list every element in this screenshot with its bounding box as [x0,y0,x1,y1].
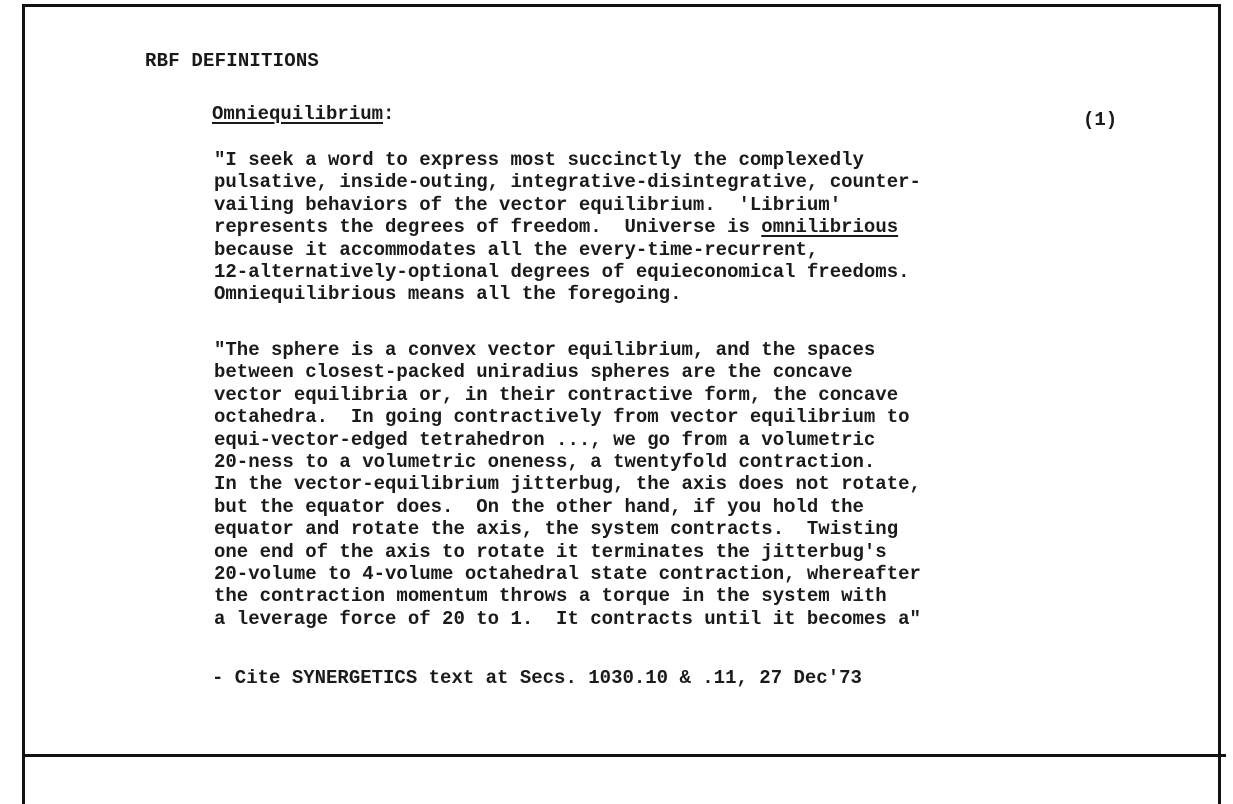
term-word: Omniequilibrium [212,103,384,125]
definition-paragraph-2 [214,339,1134,630]
text-line: between closest-packed uniradius spheres are the concave [214,361,853,384]
text-line: 20-ness to a volumetric oneness, a twentyfold contraction. [214,451,876,474]
text-line: one end of the axis to rotate it terminates the jitterbug's [214,540,887,563]
text-line: a leverage force of 20 to 1. It contracts until it becomes a" [214,607,921,630]
text-line: In the vector-equilibrium jitterbug, the axis does not rotate, [214,473,921,496]
page-number: (1) [1083,109,1118,131]
text-segment: represents the degrees of freedom. Universe is [214,216,762,239]
text-line: pulsative, inside-outing, integrative-disintegrative, counter- [214,171,921,194]
text-line: vector equilibria or, in their contractive form, the concave [214,383,899,406]
text-line: "The sphere is a convex vector equilibrium, and the spaces [214,339,876,361]
text-line: octahedra. In going contractively from vector equilibrium to [214,406,910,429]
term-heading [212,103,394,125]
text-line: but the equator does. On the other hand, if you hold the [214,495,864,518]
underlined-word: omnilibrious [761,216,899,239]
text-line: the contraction momentum throws a torque in the system with [214,585,887,608]
text-line: equator and rotate the axis, the system contracts. Twisting [214,518,899,541]
text-line: equi-vector-edged tetrahedron ..., we go from a volumetric [214,428,876,451]
citation: - Cite SYNERGETICS text at Secs. 1030.10 & .11, 27 Dec'73 [212,667,862,689]
card-header: RBF DEFINITIONS [145,50,320,72]
bottom-rule [22,754,1226,757]
text-line: vailing behaviors of the vector equilibrium. 'Librium' [214,193,842,216]
text-line: 20-volume to 4-volume octahedral state contraction, whereafter [214,563,921,586]
definition-paragraph-1 [214,149,1134,306]
text-line: 12-alternatively-optional degrees of equieconomical freedoms. [214,261,910,284]
text-line: because it accommodates all the every-time-recurrent, [214,238,819,261]
text-line: Omniequilibrious means all the foregoing. [214,283,682,306]
text-line [214,216,1134,238]
term-colon: : [383,103,395,125]
text-line: "I seek a word to express most succinctly the complexedly [214,149,864,171]
